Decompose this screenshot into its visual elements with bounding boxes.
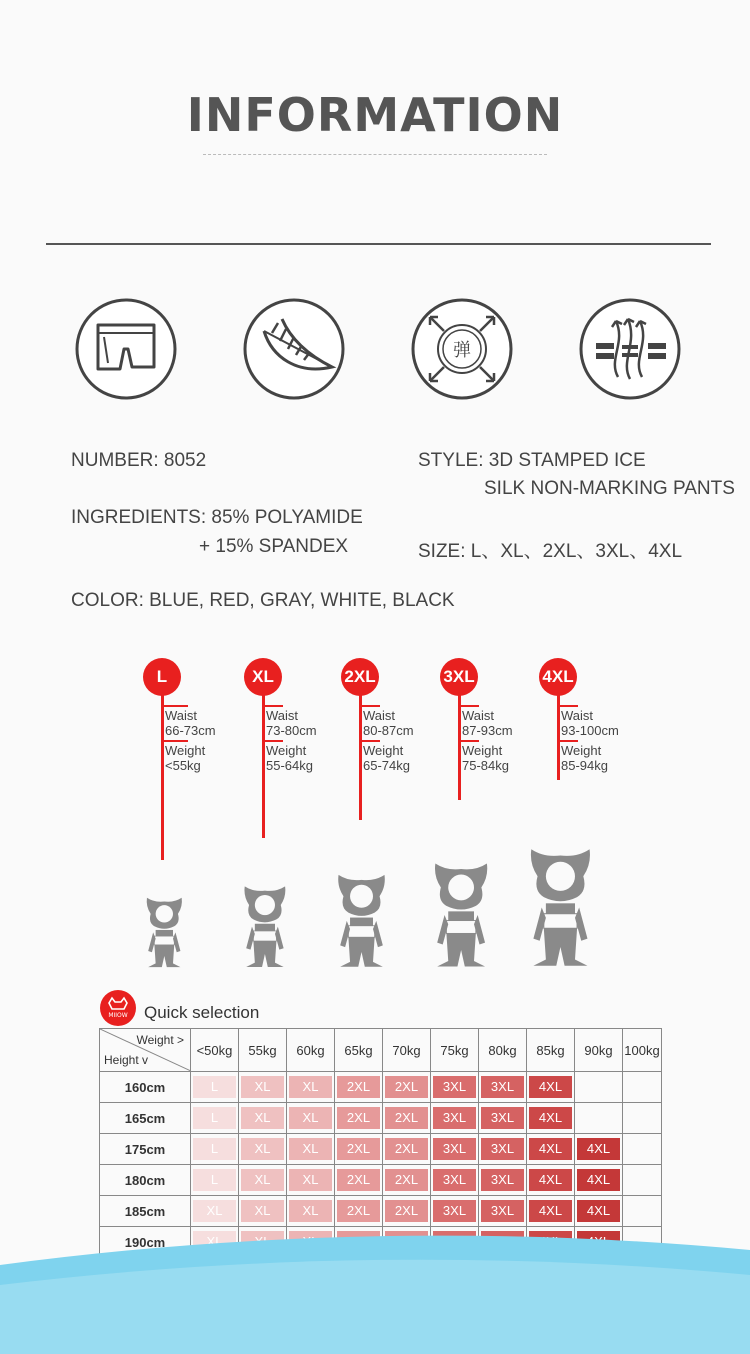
size-cell-value: XL — [289, 1107, 332, 1129]
size-cell-value: 3XL — [481, 1200, 524, 1222]
size-cell-value: 4XL — [529, 1200, 572, 1222]
size-cell — [527, 1134, 575, 1165]
waist-label: Waist — [266, 708, 299, 723]
size-cell — [527, 1072, 575, 1103]
title-underline — [203, 154, 547, 155]
size-guide-tick — [360, 740, 380, 742]
size-cell — [191, 1134, 239, 1165]
size-cell — [287, 1196, 335, 1227]
page-title: INFORMATION — [186, 88, 564, 142]
size-cell-value: 2XL — [385, 1138, 428, 1160]
size-guide-tick — [360, 705, 380, 707]
size-guide-tick — [162, 740, 188, 742]
svg-text:MIIOW: MIIOW — [108, 1012, 128, 1019]
size-cell — [383, 1103, 431, 1134]
size-cell-value: XL — [241, 1107, 284, 1129]
size-cell — [527, 1103, 575, 1134]
weight-range: 85-94kg — [561, 758, 608, 773]
size-cell-value: XL — [193, 1231, 236, 1253]
size-cell — [191, 1103, 239, 1134]
boxer-shorts-icon — [74, 297, 178, 401]
size-cell-value: XL — [289, 1076, 332, 1098]
size-cell — [623, 1134, 662, 1165]
size-cell-value: XL — [289, 1138, 332, 1160]
size-cell — [239, 1196, 287, 1227]
size-cell — [431, 1196, 479, 1227]
bottom-decoration — [0, 1225, 750, 1354]
table-row — [100, 1134, 662, 1165]
waist-range: 87-93cm — [462, 723, 513, 738]
size-cell — [287, 1134, 335, 1165]
section-divider — [46, 243, 711, 245]
size-badge: L — [143, 658, 181, 696]
table-row — [100, 1103, 662, 1134]
product-style-continued: SILK NON-MARKING PANTS — [484, 478, 735, 499]
size-badge: XL — [244, 658, 282, 696]
size-cell-value: 4XL — [577, 1138, 620, 1160]
size-cell-value: 4XL — [529, 1076, 572, 1098]
feather-icon — [242, 297, 346, 401]
weight-column-header: 85kg — [527, 1029, 575, 1072]
waist-range: 73-80cm — [266, 723, 317, 738]
body-figure — [428, 858, 494, 968]
weight-column-header: 55kg — [239, 1029, 287, 1072]
size-cell-value: 3XL — [433, 1138, 476, 1160]
height-row-header: 185cm — [100, 1196, 191, 1227]
quick-selection-title: Quick selection — [144, 1003, 260, 1022]
weight-column-header: 80kg — [479, 1029, 527, 1072]
weight-label: Weight — [363, 743, 404, 758]
size-cell-value: 3XL — [481, 1169, 524, 1191]
size-cell — [575, 1134, 623, 1165]
size-cell — [431, 1165, 479, 1196]
height-row-header: 190cm — [100, 1227, 191, 1258]
weight-range: 55-64kg — [266, 758, 313, 773]
table-row — [100, 1165, 662, 1196]
size-cell-value: XL — [241, 1200, 284, 1222]
size-cell-value: 3XL — [433, 1107, 476, 1129]
size-cell — [431, 1134, 479, 1165]
waist-range: 80-87cm — [363, 723, 414, 738]
size-cell-value: L — [193, 1076, 236, 1098]
size-cell — [623, 1072, 662, 1103]
size-cell-value: L — [193, 1138, 236, 1160]
size-badge: 4XL — [539, 658, 577, 696]
size-cell-value: 4XL — [529, 1138, 572, 1160]
size-cell-value: 2XL — [385, 1200, 428, 1222]
size-cell — [383, 1196, 431, 1227]
waist-range: 66-73cm — [165, 723, 216, 738]
size-cell — [479, 1165, 527, 1196]
size-cell — [575, 1103, 623, 1134]
size-guide-tick — [459, 740, 479, 742]
size-cell — [287, 1165, 335, 1196]
size-cell-value: 3XL — [433, 1169, 476, 1191]
size-cell — [479, 1103, 527, 1134]
size-cell — [335, 1072, 383, 1103]
product-colors: COLOR: BLUE, RED, GRAY, WHITE, BLACK — [71, 590, 455, 611]
waist-label: Waist — [363, 708, 396, 723]
size-guide-tick — [162, 705, 188, 707]
size-cell-value: XL — [241, 1076, 284, 1098]
waist-label: Waist — [462, 708, 495, 723]
waist-range: 93-100cm — [561, 723, 619, 738]
size-cell — [623, 1165, 662, 1196]
size-cell-value: 4XL — [577, 1169, 620, 1191]
size-cell-value: 4XL — [577, 1200, 620, 1222]
size-cell-value: 2XL — [337, 1076, 380, 1098]
size-cell — [287, 1103, 335, 1134]
weight-range: 65-74kg — [363, 758, 410, 773]
waist-label: Waist — [165, 708, 198, 723]
size-cell — [527, 1165, 575, 1196]
size-guide-tick — [459, 705, 479, 707]
size-cell — [431, 1072, 479, 1103]
weight-column-header: 75kg — [431, 1029, 479, 1072]
size-cell — [239, 1072, 287, 1103]
size-cell-value: 4XL — [529, 1169, 572, 1191]
size-cell — [239, 1165, 287, 1196]
weight-label: Weight — [165, 743, 206, 758]
weight-label: Weight — [462, 743, 503, 758]
size-guide-tick — [263, 705, 283, 707]
weight-column-header: 65kg — [335, 1029, 383, 1072]
size-guide-tick — [558, 705, 578, 707]
size-cell-value: 4XL — [529, 1107, 572, 1129]
size-cell-value: 2XL — [385, 1169, 428, 1191]
height-row-header: 165cm — [100, 1103, 191, 1134]
size-cell-value: 2XL — [337, 1169, 380, 1191]
product-ingredients-continued: + 15% SPANDEX — [199, 536, 349, 557]
size-cell — [335, 1103, 383, 1134]
size-guide-line — [161, 694, 164, 860]
height-row-header: 175cm — [100, 1134, 191, 1165]
size-cell-value: XL — [289, 1169, 332, 1191]
waist-label: Waist — [561, 708, 594, 723]
size-cell — [575, 1165, 623, 1196]
body-figure — [239, 882, 291, 968]
size-guide-tick — [558, 740, 578, 742]
table-header-row — [100, 1029, 662, 1072]
body-figure — [523, 843, 598, 968]
size-cell — [623, 1103, 662, 1134]
size-cell — [335, 1196, 383, 1227]
size-cell — [431, 1103, 479, 1134]
size-cell — [239, 1134, 287, 1165]
size-cell-value: 3XL — [481, 1138, 524, 1160]
weight-column-header: 70kg — [383, 1029, 431, 1072]
size-cell — [479, 1134, 527, 1165]
size-cell — [335, 1165, 383, 1196]
weight-axis-label: Weight > — [136, 1033, 184, 1047]
size-badge: 3XL — [440, 658, 478, 696]
size-guide-line — [458, 694, 461, 800]
size-cell-value: 2XL — [385, 1076, 428, 1098]
cat-logo-icon — [100, 990, 136, 1026]
body-figure — [332, 870, 391, 968]
size-cell — [335, 1134, 383, 1165]
size-cell — [383, 1165, 431, 1196]
size-guide-line — [262, 694, 265, 838]
height-row-header: 160cm — [100, 1072, 191, 1103]
size-table — [99, 1028, 662, 1258]
size-cell — [479, 1072, 527, 1103]
size-cell-value: 2XL — [385, 1107, 428, 1129]
size-cell — [479, 1196, 527, 1227]
size-cell — [527, 1196, 575, 1227]
size-cell — [383, 1072, 431, 1103]
brand-logo — [100, 990, 136, 1026]
size-cell — [191, 1196, 239, 1227]
size-cell-value: XL — [241, 1138, 284, 1160]
body-figure — [142, 894, 187, 968]
weight-column-header: <50kg — [191, 1029, 239, 1072]
product-ingredients: INGREDIENTS: 85% POLYAMIDE — [71, 507, 363, 528]
size-cell — [575, 1072, 623, 1103]
product-number: NUMBER: 8052 — [71, 450, 207, 471]
size-cell-value: 3XL — [433, 1200, 476, 1222]
size-cell-value: 3XL — [481, 1076, 524, 1098]
weight-column-header: 90kg — [575, 1029, 623, 1072]
size-badge: 2XL — [341, 658, 379, 696]
size-cell — [191, 1072, 239, 1103]
elastic-stretch-icon — [410, 297, 514, 401]
size-cell-value: 2XL — [337, 1138, 380, 1160]
size-cell — [191, 1165, 239, 1196]
weight-column-header: 100kg — [623, 1029, 662, 1072]
size-cell-value: XL — [241, 1169, 284, 1191]
weight-range: 75-84kg — [462, 758, 509, 773]
height-row-header: 180cm — [100, 1165, 191, 1196]
size-cell-value: XL — [289, 1200, 332, 1222]
size-cell — [623, 1196, 662, 1227]
table-row — [100, 1196, 662, 1227]
size-cell-value: 2XL — [337, 1200, 380, 1222]
product-style: STYLE: 3D STAMPED ICE — [418, 450, 646, 471]
weight-label: Weight — [266, 743, 307, 758]
size-cell-value: L — [193, 1169, 236, 1191]
weight-range: <55kg — [165, 758, 201, 773]
weight-column-header: 60kg — [287, 1029, 335, 1072]
table-corner-header — [100, 1029, 191, 1072]
svg-text:弹: 弹 — [453, 340, 471, 361]
size-cell — [239, 1103, 287, 1134]
size-cell-value: 3XL — [481, 1107, 524, 1129]
product-sizes: SIZE: L、XL、2XL、3XL、4XL — [418, 541, 683, 562]
size-cell-value: XL — [193, 1200, 236, 1222]
size-cell-value: 3XL — [433, 1076, 476, 1098]
table-row — [100, 1072, 662, 1103]
size-cell — [575, 1196, 623, 1227]
weight-label: Weight — [561, 743, 602, 758]
breathable-fabric-icon — [578, 297, 682, 401]
size-cell-value: L — [193, 1107, 236, 1129]
size-cell-value: 2XL — [337, 1107, 380, 1129]
size-guide-line — [359, 694, 362, 820]
size-guide-tick — [263, 740, 283, 742]
size-cell — [383, 1134, 431, 1165]
size-cell — [287, 1072, 335, 1103]
height-axis-label: Height v — [104, 1053, 149, 1067]
